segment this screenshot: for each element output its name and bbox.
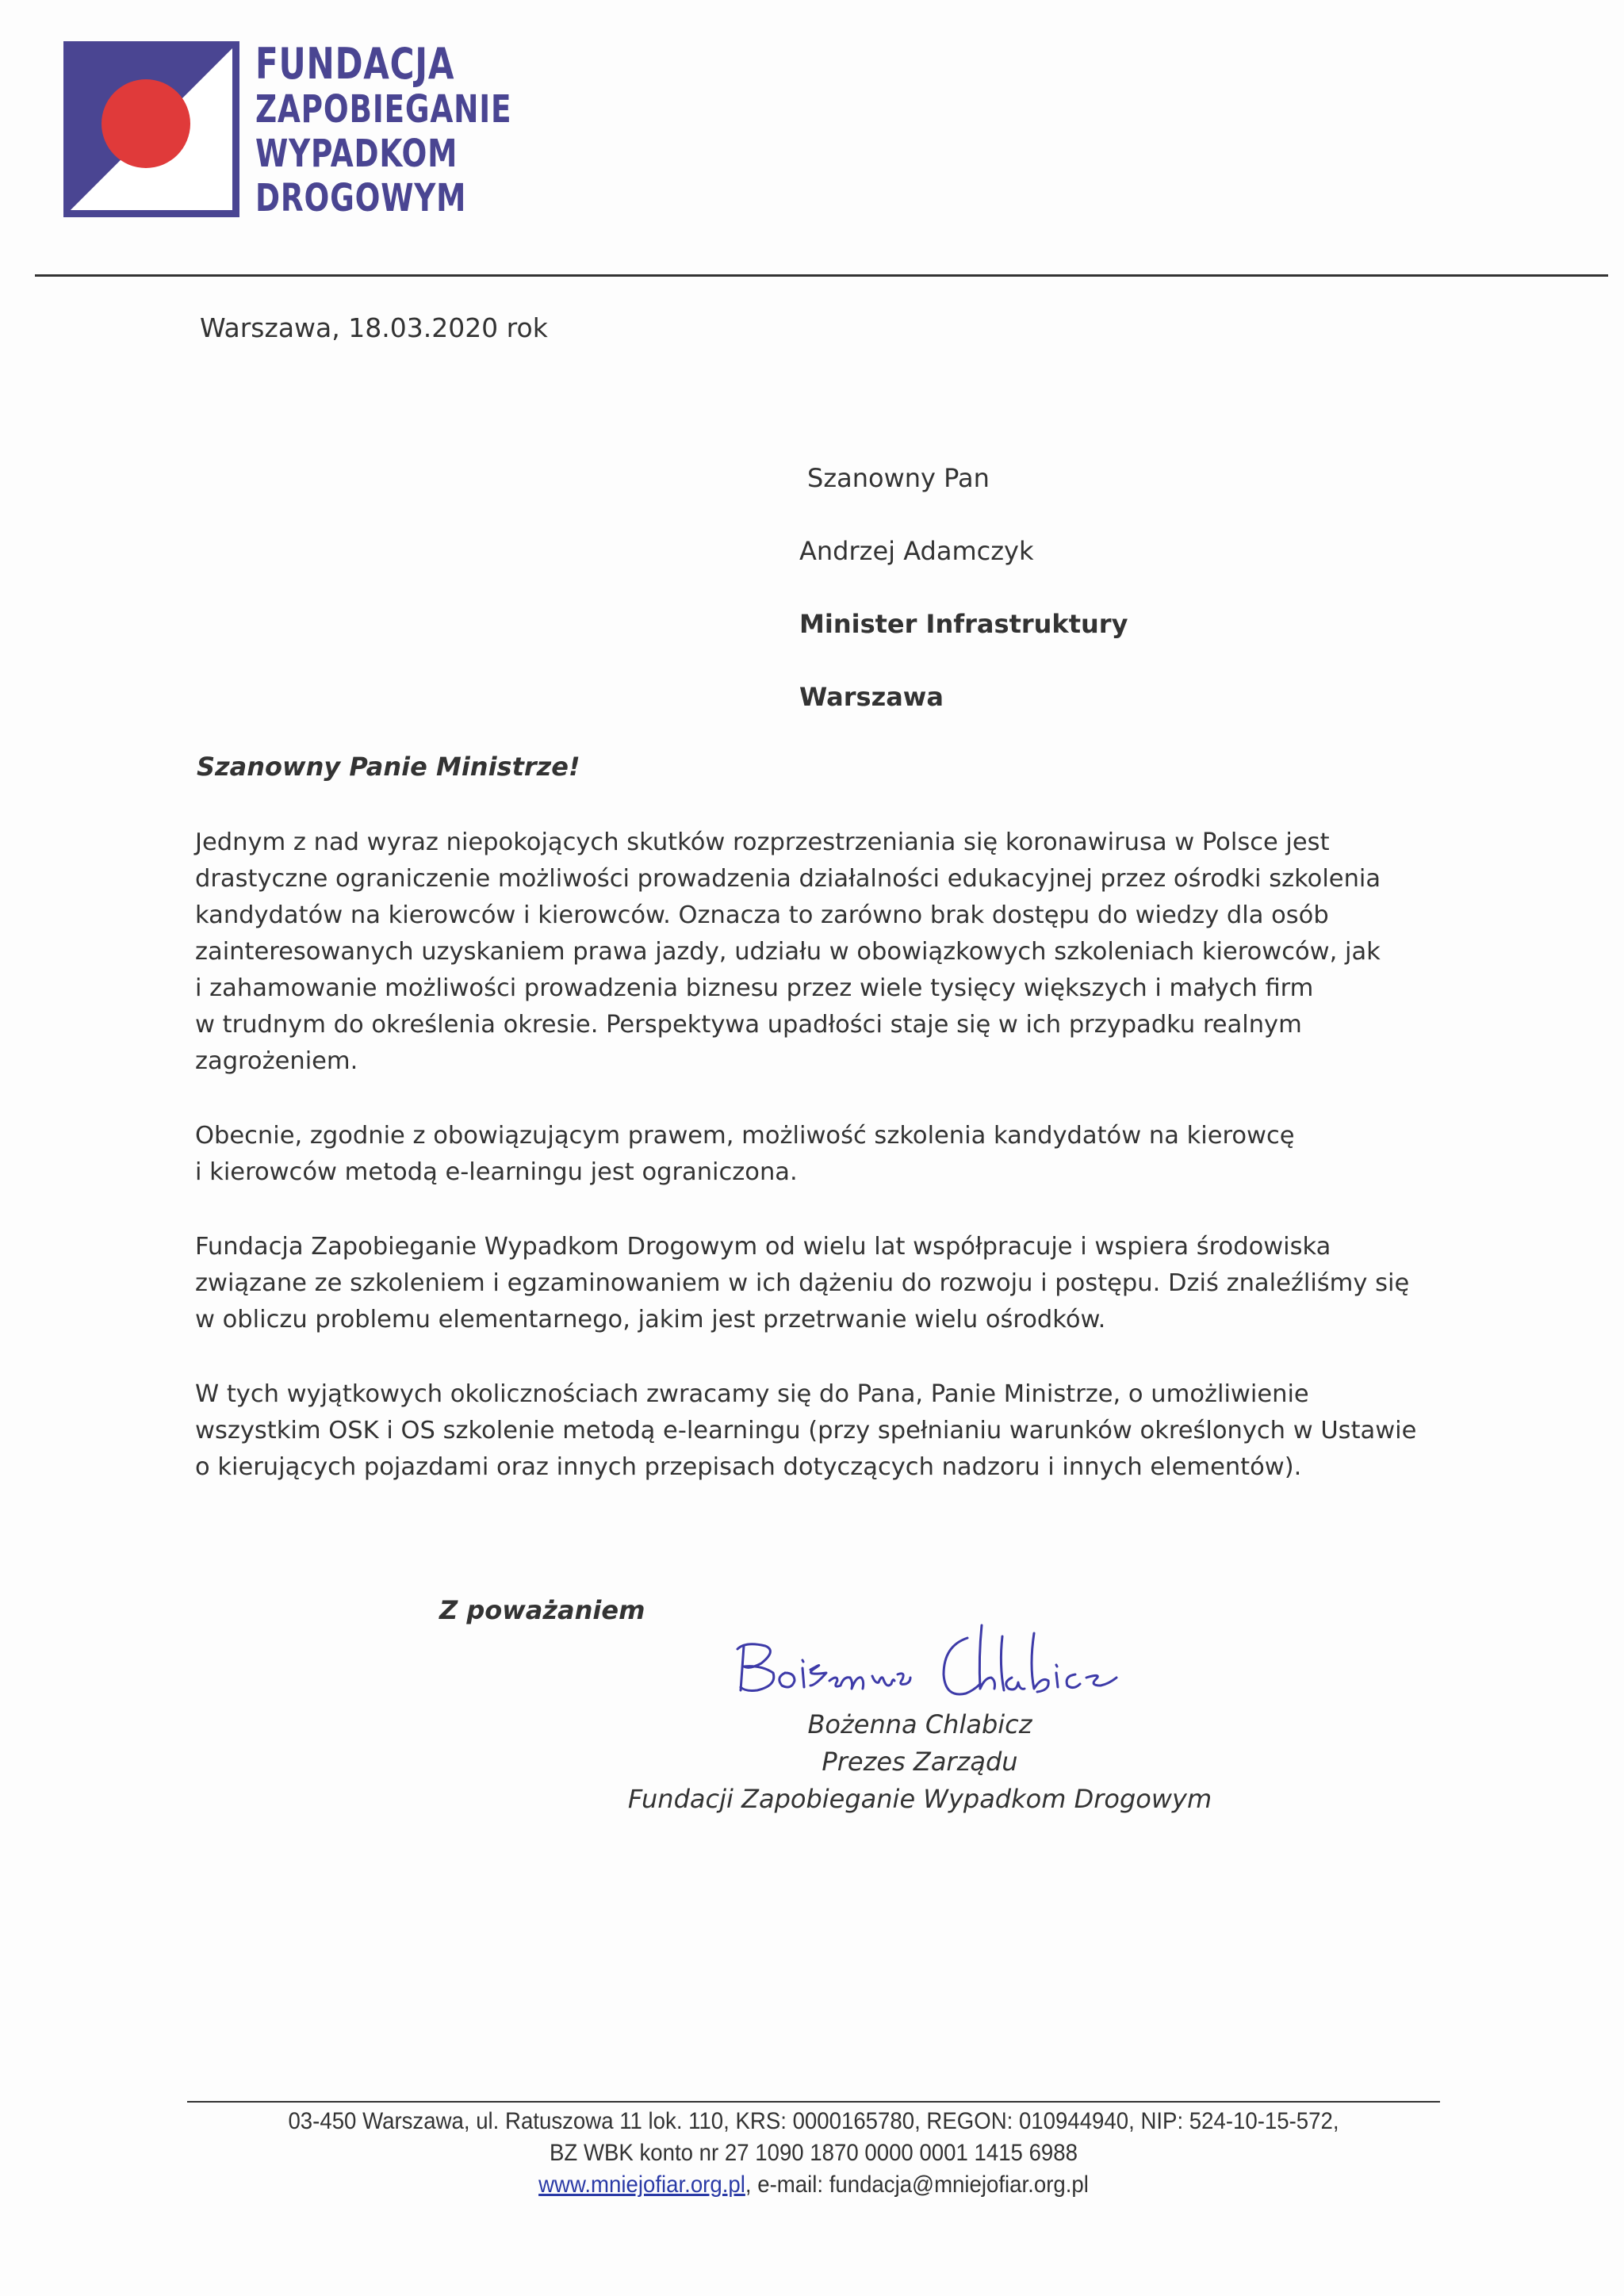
addressee-greeting: Szanowny Pan: [807, 463, 990, 493]
addressee-name: Andrzej Adamczyk: [799, 536, 1034, 566]
logo-wordmark: [255, 41, 584, 220]
body-paragraph: Fundacja Zapobieganie Wypadkom Drogowym od wielu lat współpracuje i wspiera środowiska związane ze szkoleniem i egzaminowaniem w ich dążeniu do rozwoju i postępu. Dziś znaleźliśmy się w obliczu problemu elementarnego, jakim jest przetrwanie wielu ośrodków.: [195, 1233, 1410, 1334]
addressee-block: [799, 458, 1128, 750]
addressee-city: Warszawa: [799, 682, 944, 712]
logo-word: ZAPOBIEGANIE: [255, 87, 512, 132]
salutation: Szanowny Panie Ministrze!: [197, 752, 580, 782]
body-paragraph: Jednym z nad wyraz niepokojących skutków rozprzestrzeniania się koronawirusa w Polsce jest drastyczne ograniczenie możliwości prowadzenia działalności edukacyjnej przez ośrodki szkolenia kandydatów na kierowców i kierowców. Oznacza to zarówno brak dostępu do wiedzy dla osób zainteresowanych uzyskaniem prawa jazdy, udziału w obowiązkowych szkoleniach kierowców, jak i zahamowanie możliwości prowadzenia biznesu przez wiele tysięcy większych i małych firm w trudnym do określenia okresie. Perspektywa upadłości staje się w ich przypadku realnym zagrożeniem.: [195, 828, 1381, 1075]
footer-contact: [237, 2169, 1390, 2201]
footer-bank: BZ WBK konto nr 27 1090 1870 0000 0001 1415 6988: [550, 2140, 1078, 2166]
footer: [187, 2106, 1440, 2201]
letter-date: Warszawa, 18.03.2020 rok: [200, 312, 548, 343]
signer-organization: Fundacji Zapobieganie Wypadkom Drogowym: [627, 1784, 1212, 1814]
header-divider: [35, 274, 1608, 277]
footer-address: 03-450 Warszawa, ul. Ratuszowa 11 lok. 110, KRS: 0000165780, REGON: 010944940, NIP: 524-10-15-572,: [288, 2108, 1339, 2134]
body-paragraph: W tych wyjątkowych okolicznościach zwracamy się do Pana, Panie Ministrze, o umożliwienie wszystkim OSK i OS szkolenie metodą e-learningu (przy spełnianiu warunków określonych w Ustawie o kierujących pojazdami oraz innych przepisach dotyczących nadzoru i innych elementów).: [195, 1380, 1417, 1481]
body-paragraph: Obecnie, zgodnie z obowiązującym prawem, możliwość szkolenia kandydatów na kierowcę i kierowców metodą e-learningu jest ograniczona.: [195, 1122, 1295, 1186]
logo-word: WYPADKOM: [255, 132, 458, 176]
footer-email: , e-mail: fundacja@mniejofiar.org.pl: [745, 2172, 1089, 2198]
addressee-title: Minister Infrastruktury: [799, 609, 1128, 639]
logo-word: FUNDACJA: [255, 39, 455, 89]
signer-name: Bożenna Chlabicz: [807, 1709, 1032, 1739]
signer-block: [555, 1706, 1285, 1818]
signer-role: Prezes Zarządu: [822, 1747, 1018, 1777]
logo-emblem-icon: [63, 41, 239, 217]
footer-divider: [187, 2101, 1440, 2103]
website-link[interactable]: www.mniejofiar.org.pl: [538, 2172, 745, 2198]
closing-phrase: Z poważaniem: [439, 1595, 645, 1625]
logo-word: DROGOWYM: [255, 176, 467, 220]
letter-body: [195, 825, 1432, 1524]
foundation-logo: [63, 39, 512, 224]
